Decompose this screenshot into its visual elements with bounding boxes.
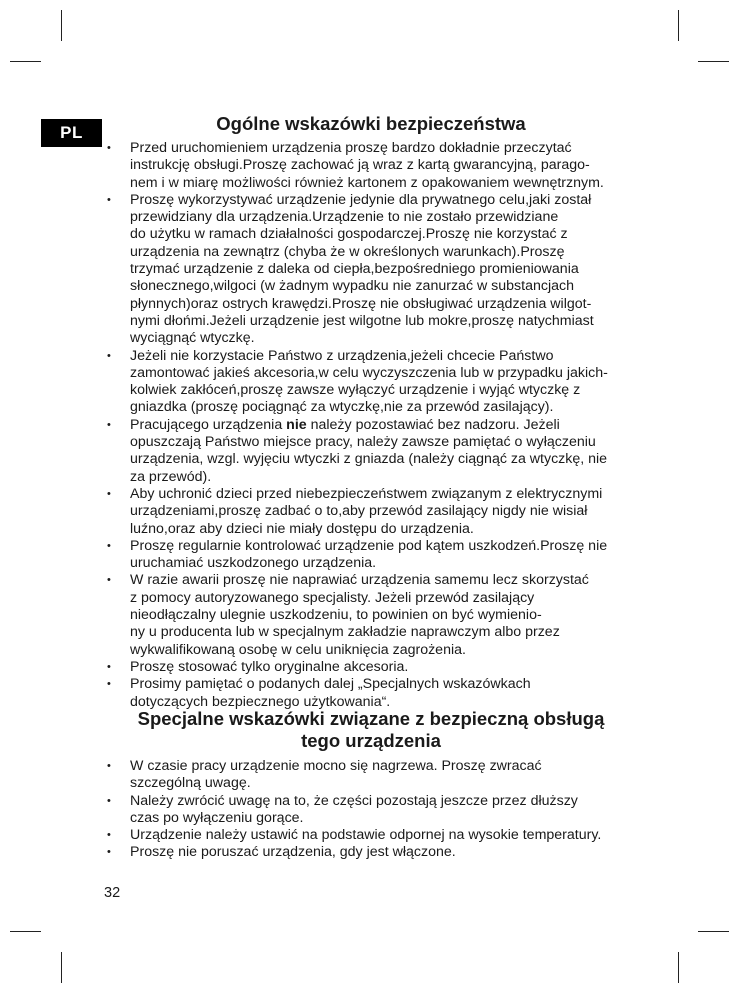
text-line: • Należy zwrócić uwagę na to, że części pozostają jeszcze przez dłuższy	[130, 792, 578, 809]
text-line: • Proszę regularnie kontrolować urządzenie pod kątem uszkodzeń.Proszę nie	[130, 537, 608, 554]
list-item	[104, 486, 639, 538]
crop-mark	[61, 952, 62, 983]
list-item	[104, 192, 639, 348]
text-line: słonecznego,wilgoci (w żadnym wypadku nie zanurzać w substancjach	[130, 278, 574, 295]
text-line: zamontować jakieś akcesoria,w celu wyczyszczenia lub w przypadku jakich-	[130, 364, 608, 381]
text-line: szczególną uwagę.	[130, 775, 251, 792]
crop-mark	[10, 931, 41, 932]
list-item	[104, 417, 639, 486]
list-item	[104, 844, 639, 861]
page-number: 32	[104, 885, 121, 901]
text-line: za przewód).	[130, 468, 212, 485]
list-item	[104, 572, 639, 658]
language-tab: PL	[41, 119, 102, 147]
text-line: płynnych)oraz ostrych krawędzi.Proszę nie obsługiwać urządzenia wilgot-	[130, 295, 592, 312]
emphasis-nie: nie	[286, 416, 307, 433]
title-line: tego urządzenia	[301, 730, 441, 751]
section-title-general-safety: Ogólne wskazówki bezpieczeństwa	[216, 113, 526, 134]
list-item	[104, 793, 639, 828]
text-line: opuszczają Państwo miejsce pracy, należy zawsze pamiętać o wyłączeniu	[130, 434, 596, 451]
crop-mark	[698, 61, 729, 62]
text-line: wyciągnąć wtyczkę.	[130, 330, 255, 347]
text-line: ny u producenta lub w specjalnym zakładzie naprawczym albo przez	[130, 624, 560, 641]
list-item	[104, 538, 639, 573]
list-item	[104, 827, 639, 844]
general-safety-list	[104, 140, 639, 711]
crop-mark	[678, 10, 679, 41]
text-fragment: należy pozostawiać bez nadzoru. Jeżeli	[306, 416, 560, 433]
text-line: nieodłączalny ulegnie uszkodzeniu, to powinien on być wymienio-	[130, 607, 542, 624]
text-line: • Proszę nie poruszać urządzenia, gdy jest włączone.	[130, 844, 456, 861]
list-item	[104, 348, 639, 417]
text-line: z pomocy autoryzowanego specjalisty. Jeżeli przewód zasilający	[130, 589, 535, 606]
text-line: • Jeżeli nie korzystacie Państwo z urządzenia,jeżeli chcecie Państwo	[130, 347, 554, 364]
text-line: urządzeniami,proszę zadbać o to,aby przewód zasilający nigdy nie wisiał	[130, 503, 588, 520]
crop-mark	[678, 952, 679, 983]
text-line: gniazdka (proszę pociągnąć za wtyczkę,nie za przewód zasilający).	[130, 399, 554, 416]
crop-mark	[698, 931, 729, 932]
text-line	[130, 417, 639, 434]
text-line: trzymać urządzenie z daleka od ciepła,bezpośredniego promieniowania	[130, 261, 579, 278]
text-line: uruchamiać uszkodzonego urządzenia.	[130, 555, 377, 572]
list-item	[104, 659, 639, 676]
text-line: • Urządzenie należy ustawić na podstawie odpornej na wysokie temperatury.	[130, 827, 602, 844]
text-line: wykwalifikowaną osobę w celu uniknięcia zagrożenia.	[130, 641, 466, 658]
text-line: • W czasie pracy urządzenie mocno się nagrzewa. Proszę zwracać	[130, 758, 542, 774]
text-line: • Aby uchronić dzieci przed niebezpieczeństwem związanym z elektrycznymi	[130, 485, 603, 502]
text-line: urządzenia, wzgl. wyjęciu wtyczki z gniazda (należy ciągnąć za wtyczkę, nie	[130, 451, 608, 468]
list-item	[104, 758, 639, 793]
title-line: Specjalne wskazówki związane z bezpieczną obsługą	[137, 708, 605, 729]
text-line: instrukcję obsługi.Proszę zachować ją wraz z kartą gwarancyjną, parago-	[130, 157, 590, 174]
text-fragment: Pracującego urządzenia	[130, 416, 287, 433]
text-line: do użytku w ramach działalności gospodarczej.Proszę nie korzystać z	[130, 226, 568, 243]
text-line: kolwiek zakłóceń,proszę zawsze wyłączyć urządzenie i wyjąć wtyczkę z	[130, 382, 581, 399]
text-line: przewidziany dla urządzenia.Urządzenie to nie zostało przewidziane	[130, 209, 559, 226]
text-line: czas po wyłączeniu gorące.	[130, 809, 304, 826]
text-line: • Proszę wykorzystywać urządzenie jedynie dla prywatnego celu,jaki został	[130, 191, 592, 208]
text-line: • W razie awarii proszę nie naprawiać urządzenia samemu lecz skorzystać	[130, 572, 589, 589]
crop-mark	[61, 10, 62, 41]
text-line: • Proszę stosować tylko oryginalne akcesoria.	[130, 658, 409, 675]
text-line: luźno,oraz aby dzieci nie miały dostępu do urządzenia.	[130, 520, 474, 537]
special-safety-list	[104, 758, 639, 862]
list-item	[104, 676, 639, 711]
text-line: nem i w miarę możliwości również kartonem z opakowaniem wewnętrznym.	[130, 174, 604, 191]
crop-mark	[10, 61, 41, 62]
text-line: urządzenia na zewnątrz (chyba że w określonych warunkach).Proszę	[130, 243, 565, 260]
list-item	[104, 140, 639, 192]
text-line: • Prosimy pamiętać o podanych dalej „Specjalnych wskazówkach	[130, 676, 531, 693]
text-line: nymi dłońmi.Jeżeli urządzenie jest wilgotne lub mokre,proszę natychmiast	[130, 312, 594, 329]
section-title-special-safety	[104, 708, 638, 752]
text-line: dotyczących bezpiecznego użytkowania“.	[130, 693, 391, 710]
text-line: • Przed uruchomieniem urządzenia proszę bardzo dokładnie przeczytać	[130, 140, 572, 156]
